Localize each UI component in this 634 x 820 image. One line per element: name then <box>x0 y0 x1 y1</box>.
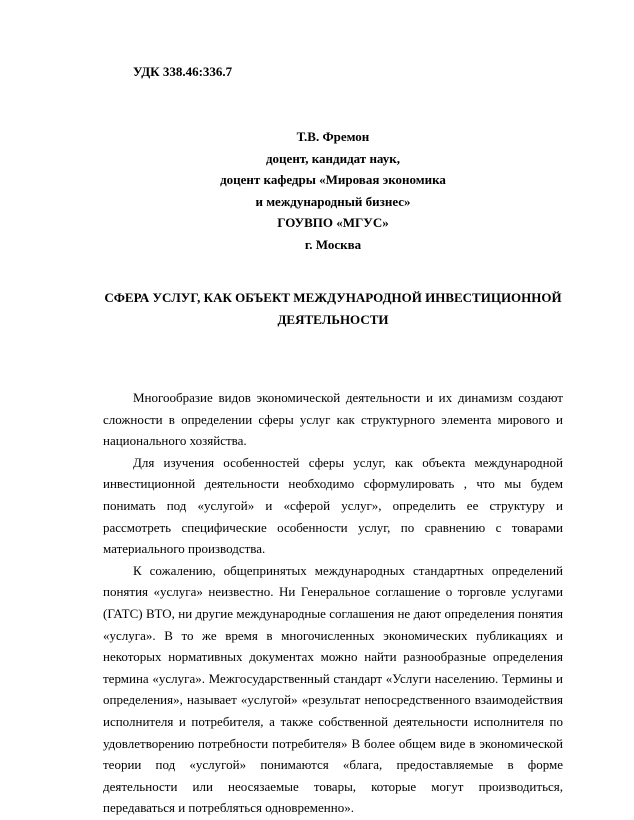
article-body <box>103 387 563 819</box>
udc-code: УДК 338.46:336.7 <box>133 64 233 79</box>
author-department-line-1: доцент кафедры «Мировая экономика <box>220 172 446 188</box>
author-name: Т.В. Фремон <box>296 129 370 144</box>
paragraph-2: Для изучения особенностей сферы услуг, как объекта международной инвестиционной деятельности необходимо сформулировать , что мы будем понимать под «услугой» и «сферой услуг», определить ее структуру и рассмотреть специфические особенности услуг, по сравнению с товарами материального производства. <box>103 454 563 557</box>
author-institution: ГОУВПО «МГУС» <box>277 215 389 231</box>
author-block <box>103 126 563 256</box>
author-department-line-2: и международный бизнес» <box>255 193 411 209</box>
paragraph-1: Многообразие видов экономической деятельности и их динамизм создают сложности в определении сферы услуг как структурного элемента мирового и национального хозяйства. <box>103 390 563 449</box>
author-city: г. Москва <box>304 236 362 252</box>
author-degree: доцент, кандидат наук, <box>265 150 401 166</box>
article-title: СФЕРА УСЛУГ, КАК ОБЪЕКТ МЕЖДУНАРОДНОЙ ИНВЕСТИЦИОННОЙ ДЕЯТЕЛЬНОСТИ <box>104 290 562 327</box>
paragraph-3: К сожалению, общепринятых международных стандартных определений понятия «услуга» неизвестно. Ни Генеральное соглашение о торговле услугами (ГАТС) ВТО, ни другие международные соглашения не дают определения понятия «услуга». В то же время в многочисленных экономических публикациях и некоторых нормативных документах можно найти разнообразные определения термина «услуга». Межгосударственный стандарт «Услуги населению. Термины и определения», называет «услугой» «результат непосредственного взаимодействия исполнителя и потребителя, а также собственной деятельности исполнителя по удовлетворению потребности потребителя» В более общем виде в экономической теории под «услугой» понимаются «блага, предоставляемые в форме деятельности или неосязаемые товары, которые могут производиться, передаваться и потребляться одновременно». <box>103 562 563 816</box>
